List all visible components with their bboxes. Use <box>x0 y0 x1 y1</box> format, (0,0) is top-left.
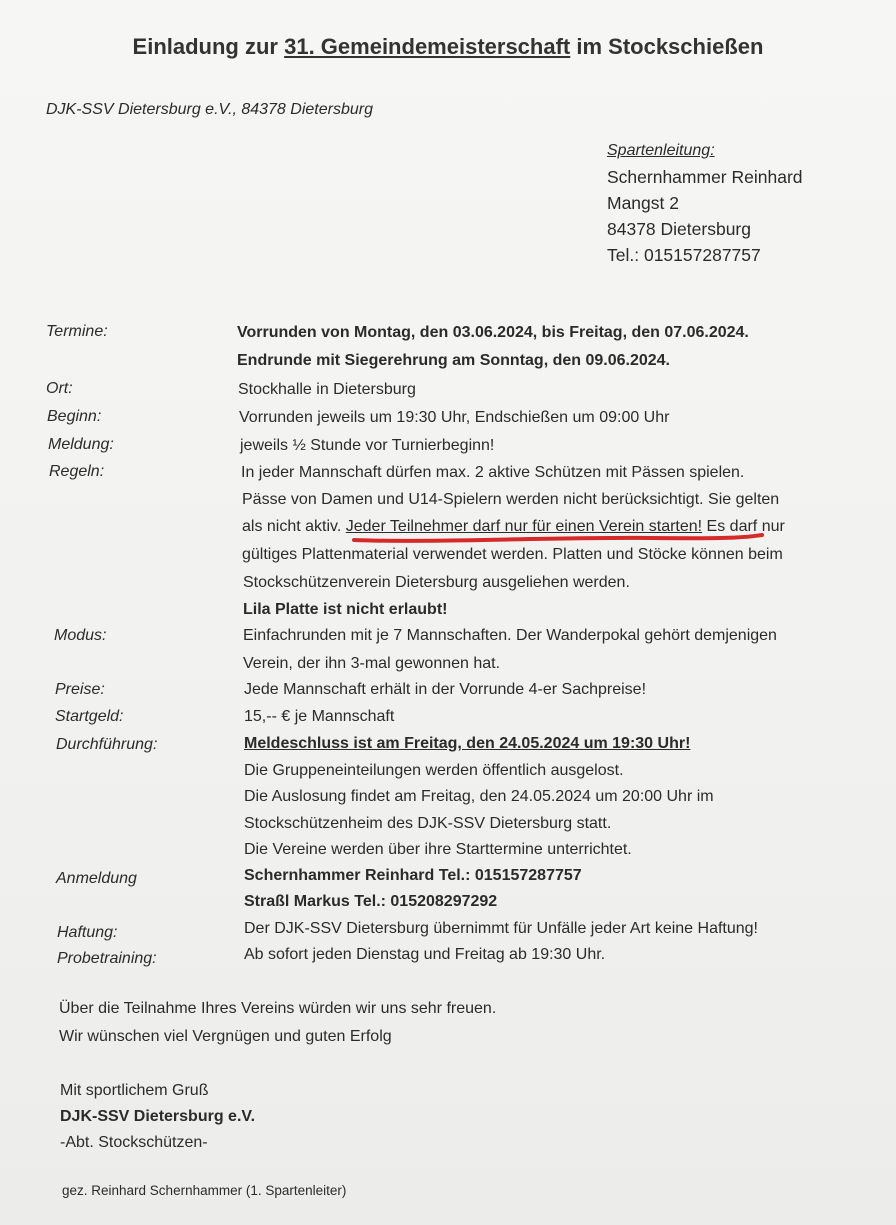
closing-line-2: Wir wünschen viel Vergnügen und guten Erfolg <box>59 1028 392 1045</box>
label-anmeldung: Anmeldung <box>56 870 137 887</box>
organisation-line: DJK-SSV Dietersburg e.V., 84378 Dietersburg <box>46 101 373 118</box>
termine-line-1: Vorrunden von Montag, den 03.06.2024, bis Freitag, den 07.06.2024. <box>237 324 749 341</box>
haftung-value: Der DJK-SSV Dietersburg übernimmt für Unfälle jeder Art keine Haftung! <box>244 920 758 937</box>
contact-phone: Tel.: 015157287757 <box>607 245 761 265</box>
termine-line-2: Endrunde mit Siegerehrung am Sonntag, den 09.06.2024. <box>237 352 670 369</box>
regeln-line-3-start: als nicht aktiv. <box>242 518 346 535</box>
label-modus: Modus: <box>54 627 107 644</box>
meldung-value: jeweils ½ Stunde vor Turnierbeginn! <box>240 437 495 454</box>
label-beginn: Beginn: <box>47 408 102 425</box>
label-regeln: Regeln: <box>49 463 105 480</box>
anmeldung-line-2: Straßl Markus Tel.: 015208297292 <box>244 893 498 910</box>
durchfuehrung-line-2: Die Gruppeneinteilungen werden öffentlich ausgelost. <box>244 762 624 779</box>
durchfuehrung-line-3: Die Auslosung findet am Freitag, den 24.05.2024 um 20:00 Uhr im <box>244 788 714 805</box>
regeln-line-4: gültiges Plattenmaterial verwendet werden. Platten und Stöcke können beim <box>242 546 783 563</box>
closing-club: DJK-SSV Dietersburg e.V. <box>60 1108 256 1125</box>
signature-line: gez. Reinhard Schernhammer (1. Spartenleiter) <box>62 1183 347 1198</box>
preise-value: Jede Mannschaft erhält in der Vorrunde 4-er Sachpreise! <box>244 681 647 698</box>
regeln-line-2: Pässe von Damen und U14-Spielern werden nicht berücksichtigt. Sie gelten <box>242 491 780 508</box>
regeln-line-1: In jeder Mannschaft dürfen max. 2 aktive Schützen mit Pässen spielen. <box>241 464 745 481</box>
probetraining-value: Ab sofort jeden Dienstag und Freitag ab 19:30 Uhr. <box>244 946 606 963</box>
contact-name: Schernhammer Reinhard <box>607 167 803 187</box>
contact-heading: Spartenleitung: <box>607 142 715 159</box>
regeln-line-3-end: Es darf nur <box>702 518 785 535</box>
anmeldung-line-1: Schernhammer Reinhard Tel.: 015157287757 <box>244 867 582 884</box>
label-termine: Termine: <box>46 323 108 340</box>
label-ort: Ort: <box>46 380 73 397</box>
regeln-line-6: Lila Platte ist nicht erlaubt! <box>243 601 448 618</box>
closing-department: -Abt. Stockschützen- <box>60 1134 208 1151</box>
closing-line-1: Über die Teilnahme Ihres Vereins würden wir uns sehr freuen. <box>59 1000 497 1017</box>
title-suffix: im Stockschießen <box>570 34 764 59</box>
durchfuehrung-line-4: Stockschützenheim des DJK-SSV Dietersburg statt. <box>244 815 612 832</box>
durchfuehrung-line-1: Meldeschluss ist am Freitag, den 24.05.2024 um 19:30 Uhr! <box>244 735 691 752</box>
contact-city: 84378 Dietersburg <box>607 219 751 239</box>
page-title <box>0 34 896 60</box>
modus-line-1: Einfachrunden mit je 7 Mannschaften. Der Wanderpokal gehört demjenigen <box>243 627 777 644</box>
label-meldung: Meldung: <box>48 436 114 453</box>
modus-line-2: Verein, der ihn 3-mal gewonnen hat. <box>243 655 501 672</box>
regeln-highlighted-rule: Jeder Teilnehmer darf nur für einen Verein starten! <box>345 518 703 535</box>
label-startgeld: Startgeld: <box>55 708 124 725</box>
label-haftung: Haftung: <box>57 924 118 941</box>
ort-value: Stockhalle in Dietersburg <box>238 381 416 398</box>
label-probetraining: Probetraining: <box>57 950 157 967</box>
label-preise: Preise: <box>55 681 105 698</box>
beginn-value: Vorrunden jeweils um 19:30 Uhr, Endschießen um 09:00 Uhr <box>239 409 670 426</box>
durchfuehrung-line-5: Die Vereine werden über ihre Starttermine unterrichtet. <box>244 841 632 858</box>
label-durchfuehrung: Durchführung: <box>56 736 158 753</box>
contact-street: Mangst 2 <box>607 193 679 213</box>
contact-block <box>607 138 803 268</box>
title-prefix: Einladung zur <box>132 34 285 59</box>
title-highlight: 31. Gemeindemeisterschaft <box>284 34 571 59</box>
regeln-line-5: Stockschützenverein Dietersburg ausgeliehen werden. <box>243 574 630 591</box>
closing-greeting: Mit sportlichem Gruß <box>60 1082 209 1099</box>
red-marker-underline <box>352 533 764 545</box>
startgeld-value: 15,-- € je Mannschaft <box>244 708 395 725</box>
